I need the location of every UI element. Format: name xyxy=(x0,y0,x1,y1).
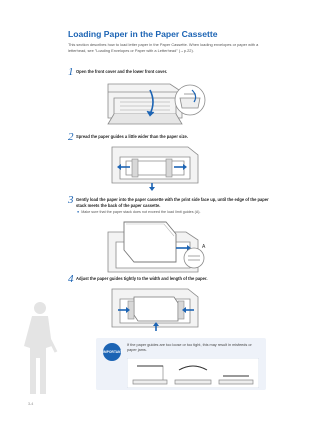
step-number: 1 xyxy=(68,66,74,78)
important-icon: IMPORTANT xyxy=(103,343,121,361)
important-text: If the paper guides are too loose or too tight, this may result in misfeeds or paper jams. xyxy=(127,343,252,353)
page-title: Loading Paper in the Paper Cassette xyxy=(68,29,218,39)
step-3-note xyxy=(77,210,267,215)
intro-paragraph: This section describes how to load letter paper in the Paper Cassette. When loading envelopes or paper with a letterhead, see "Loading Envelopes or Paper with a Letterhead" (→p.22). xyxy=(68,42,259,53)
page-number: 3-4 xyxy=(28,402,34,406)
step-1-illustration xyxy=(100,78,220,128)
step-text: Gently load the paper into the paper cassette with the print side face up, until the edge of the paper stack meets the back of the paper cassette. xyxy=(76,197,269,208)
step-text: Open the front cover and the lower front cover. xyxy=(76,69,168,74)
step-2-illustration xyxy=(108,143,204,191)
step-3-note-text: Make sure that the paper stack does not exceed the load limit guides (A). xyxy=(81,210,201,214)
step-4-illustration xyxy=(108,285,204,333)
step-number: 3 xyxy=(68,194,74,206)
person-silhouette-decoration xyxy=(18,300,58,402)
bullet-dot: ● xyxy=(77,210,80,214)
step-text: Spread the paper guides a little wider than the paper size. xyxy=(76,134,188,139)
step-3-illustration xyxy=(102,218,212,280)
step-number: 2 xyxy=(68,131,74,143)
load-limit-label: A xyxy=(202,244,206,250)
paper-guide-illustration xyxy=(127,358,259,392)
important-note xyxy=(96,338,266,390)
step-text: Adjust the paper guides tightly to the width and length of the paper. xyxy=(76,276,208,281)
step-number: 4 xyxy=(68,273,74,285)
